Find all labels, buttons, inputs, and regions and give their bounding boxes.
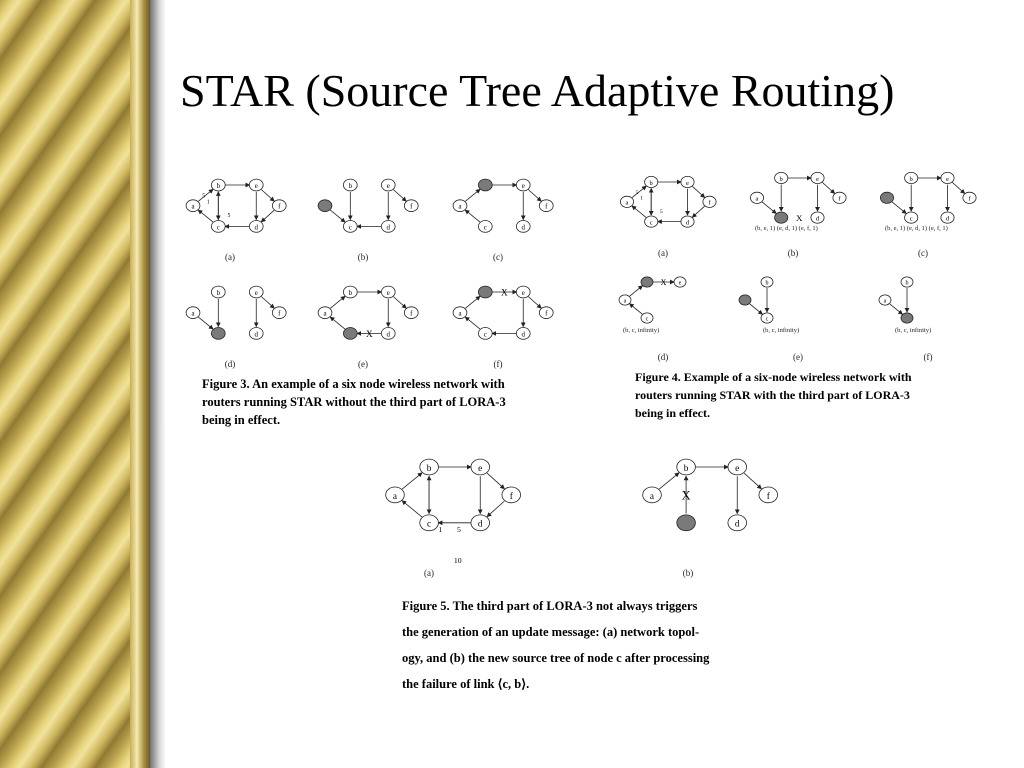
tree-annotation: (b, c, infinity) (763, 327, 800, 334)
node-label-d: d (685, 219, 690, 227)
edge-e-f (528, 190, 541, 201)
figure-4-caption (635, 368, 912, 422)
figure-4-diagram (605, 170, 980, 370)
node-label-f: f (968, 195, 971, 203)
tree-annotation: (b, c, infinity) (895, 327, 932, 334)
node-label-f: f (410, 310, 413, 318)
node-label-e: e (254, 289, 258, 297)
edge-weight-label: 10 (453, 556, 462, 566)
edge-a-c (330, 210, 345, 222)
edge-e-f (952, 182, 964, 193)
edge-e-f (393, 297, 406, 308)
node-label-f: f (766, 491, 770, 502)
node-b (641, 277, 653, 287)
node-label-e: e (686, 179, 689, 187)
node-label-b: b (216, 182, 221, 190)
fig4-label-b: (b) (787, 248, 799, 258)
node-label-e: e (816, 175, 819, 183)
edge-a-b (465, 296, 480, 308)
fig5-label-a: (a) (424, 568, 434, 578)
edge-c-a (198, 210, 213, 222)
edge-a-b (465, 189, 480, 201)
fig5-caption-line-1: Figure 5. The third part of LORA-3 not always triggers (402, 599, 698, 613)
tree-annotation: (b, e, 1) (e, d, 1) (e, f, 1) (755, 225, 818, 232)
node-label-d: d (386, 331, 390, 339)
edge-c-a (465, 317, 480, 329)
figure-5-panel (380, 450, 770, 700)
fig5-caption-line-3: ogy, and (b) the new source tree of node c after processing (402, 651, 710, 665)
node-c (211, 328, 225, 340)
edge-weight-label: 1 (640, 195, 643, 202)
node-label-e: e (254, 182, 258, 190)
edge-a-b (330, 296, 345, 308)
edge-a-b (659, 473, 679, 489)
edge-a-b (402, 473, 422, 489)
node-label-b: b (216, 289, 221, 297)
tree-annotation: (b, e, 1) (e, d, 1) (e, f, 1) (885, 225, 948, 232)
node-label-a: a (755, 195, 759, 203)
fig4-label-e: (e) (793, 352, 803, 362)
edge-a-b (630, 286, 643, 296)
node-label-c: c (483, 331, 487, 339)
node-label-b: b (909, 175, 913, 183)
edge-weight-label: 5 (202, 193, 206, 200)
slide-title: STAR (Source Tree Adaptive Routing) (180, 65, 895, 116)
edge-weight-label: 5 (227, 213, 231, 220)
edge-weight-label: 1 (438, 525, 443, 535)
failure-x-mark: X (660, 278, 667, 287)
node-label-b: b (779, 175, 783, 183)
node-label-a: a (649, 491, 655, 502)
fig4-label-a: (a) (658, 248, 668, 258)
edge-c-a (630, 304, 643, 314)
fig4-caption-line-3: being in effect. (635, 406, 710, 420)
node-label-e: e (678, 280, 682, 287)
band-shadow (150, 0, 166, 768)
fig4-caption-line-2: routers running STAR with the third part of LORA-3 (635, 388, 910, 402)
edge-e-f (692, 186, 704, 197)
node-label-f: f (278, 203, 281, 211)
node-label-e: e (946, 175, 949, 183)
figure-3-caption (202, 375, 506, 429)
failure-x-mark: X (365, 328, 373, 339)
fig3-label-a: (a) (225, 252, 235, 262)
node-label-f: f (545, 310, 548, 318)
edge-a-c (762, 202, 776, 213)
node-b (478, 286, 492, 298)
node-c (775, 212, 788, 223)
node-b (478, 179, 492, 191)
node-label-c: c (649, 219, 653, 227)
node-label-d: d (254, 224, 258, 232)
node-label-b: b (348, 289, 353, 297)
node-label-e: e (735, 463, 740, 474)
node-label-c: c (645, 316, 649, 323)
fig5-label-b: (b) (682, 568, 694, 578)
edge-a-c (750, 304, 763, 314)
node-label-c: c (483, 224, 487, 232)
fig3-caption-line-1: Figure 3. An example of a six node wireless network with (202, 377, 505, 391)
edge-a-c (890, 304, 903, 314)
node-label-e: e (478, 463, 483, 474)
node-label-a: a (458, 310, 462, 318)
node-label-b: b (649, 179, 653, 187)
node-label-f: f (545, 203, 548, 211)
node-label-c: c (427, 519, 432, 530)
edge-a-c (892, 202, 906, 213)
edge-weight-label: 5 (635, 190, 639, 197)
fig5-caption-line-4: the failure of link ⟨c, b⟩. (402, 677, 530, 691)
node-label-d: d (477, 519, 483, 530)
figure-3-panel (165, 170, 565, 428)
node-a (739, 295, 751, 305)
edge-f-d (261, 210, 274, 221)
edge-c-a (465, 210, 480, 222)
node-label-b: b (905, 280, 909, 287)
tree-annotation: (b, c, infinity) (623, 327, 660, 334)
edge-f-d (487, 501, 504, 516)
figure-5-caption (402, 593, 709, 697)
node-label-b: b (426, 463, 432, 474)
node-label-b: b (348, 182, 353, 190)
fig3-label-f: (f) (493, 359, 503, 369)
node-c (677, 515, 696, 531)
edge-f-d (692, 206, 704, 217)
node-label-c: c (348, 224, 352, 232)
node-label-e: e (386, 289, 390, 297)
fig3-label-d: (d) (224, 359, 236, 369)
figure-3-diagram (165, 170, 565, 375)
node-label-f: f (708, 199, 711, 207)
node-c (343, 328, 357, 340)
edge-a-b (632, 186, 646, 197)
node-label-e: e (386, 182, 390, 190)
fig4-label-c: (c) (918, 248, 928, 258)
node-label-c: c (909, 215, 913, 223)
node-label-f: f (509, 491, 513, 502)
node-label-f: f (410, 203, 413, 211)
fig3-label-c: (c) (493, 252, 503, 262)
node-label-b: b (765, 280, 769, 287)
node-label-a: a (625, 199, 629, 207)
fig4-label-d: (d) (657, 352, 669, 362)
node-label-d: d (521, 224, 525, 232)
edge-e-f (261, 297, 274, 308)
node-a (880, 192, 893, 203)
node-label-a: a (623, 298, 627, 305)
fig4-label-f: (f) (923, 352, 933, 362)
edge-weight-label: 5 (457, 525, 461, 535)
edge-weight-label: 1 (206, 199, 210, 206)
edge-c-a (330, 317, 345, 329)
node-label-d: d (254, 331, 258, 339)
edge-e-f (528, 297, 541, 308)
node-label-b: b (683, 463, 689, 474)
node-label-d: d (734, 519, 740, 530)
node-label-a: a (191, 310, 195, 318)
edge-a-c (198, 317, 213, 329)
edge-c-a (402, 501, 422, 517)
decorative-left-band (0, 0, 150, 768)
fig3-caption-line-2: routers running STAR without the third part of LORA-3 (202, 395, 506, 409)
fig5-caption-line-2: the generation of an update message: (a) network topol- (402, 625, 700, 639)
failure-x-mark: X (796, 212, 803, 223)
node-label-e: e (521, 182, 525, 190)
node-label-a: a (458, 203, 462, 211)
edge-e-f (822, 182, 834, 193)
edge-e-f (487, 473, 504, 488)
fig3-label-b: (b) (357, 252, 369, 262)
node-label-e: e (521, 289, 525, 297)
figure-4-panel (605, 170, 980, 425)
edge-e-f (393, 190, 406, 201)
node-c (901, 313, 913, 323)
edge-a-b (198, 189, 213, 201)
node-a (318, 200, 332, 212)
node-label-a: a (883, 298, 887, 305)
fig3-label-e: (e) (358, 359, 368, 369)
node-label-d: d (521, 331, 525, 339)
node-label-a: a (323, 310, 327, 318)
fig4-caption-line-1: Figure 4. Example of a six-node wireless network with (635, 370, 912, 384)
node-label-d: d (815, 215, 820, 223)
edge-e-f (744, 473, 761, 488)
node-label-f: f (838, 195, 841, 203)
edge-e-f (261, 190, 274, 201)
failure-x-mark: X (681, 488, 691, 503)
edge-c-a (632, 206, 646, 217)
node-label-f: f (278, 310, 281, 318)
node-label-c: c (216, 224, 220, 232)
fig3-caption-line-3: being in effect. (202, 413, 281, 427)
node-label-a: a (191, 203, 195, 211)
node-label-d: d (945, 215, 950, 223)
failure-x-mark: X (500, 287, 508, 298)
node-label-d: d (386, 224, 390, 232)
node-label-c: c (765, 316, 769, 323)
edge-weight-label: 5 (660, 208, 663, 215)
node-label-a: a (392, 491, 398, 502)
